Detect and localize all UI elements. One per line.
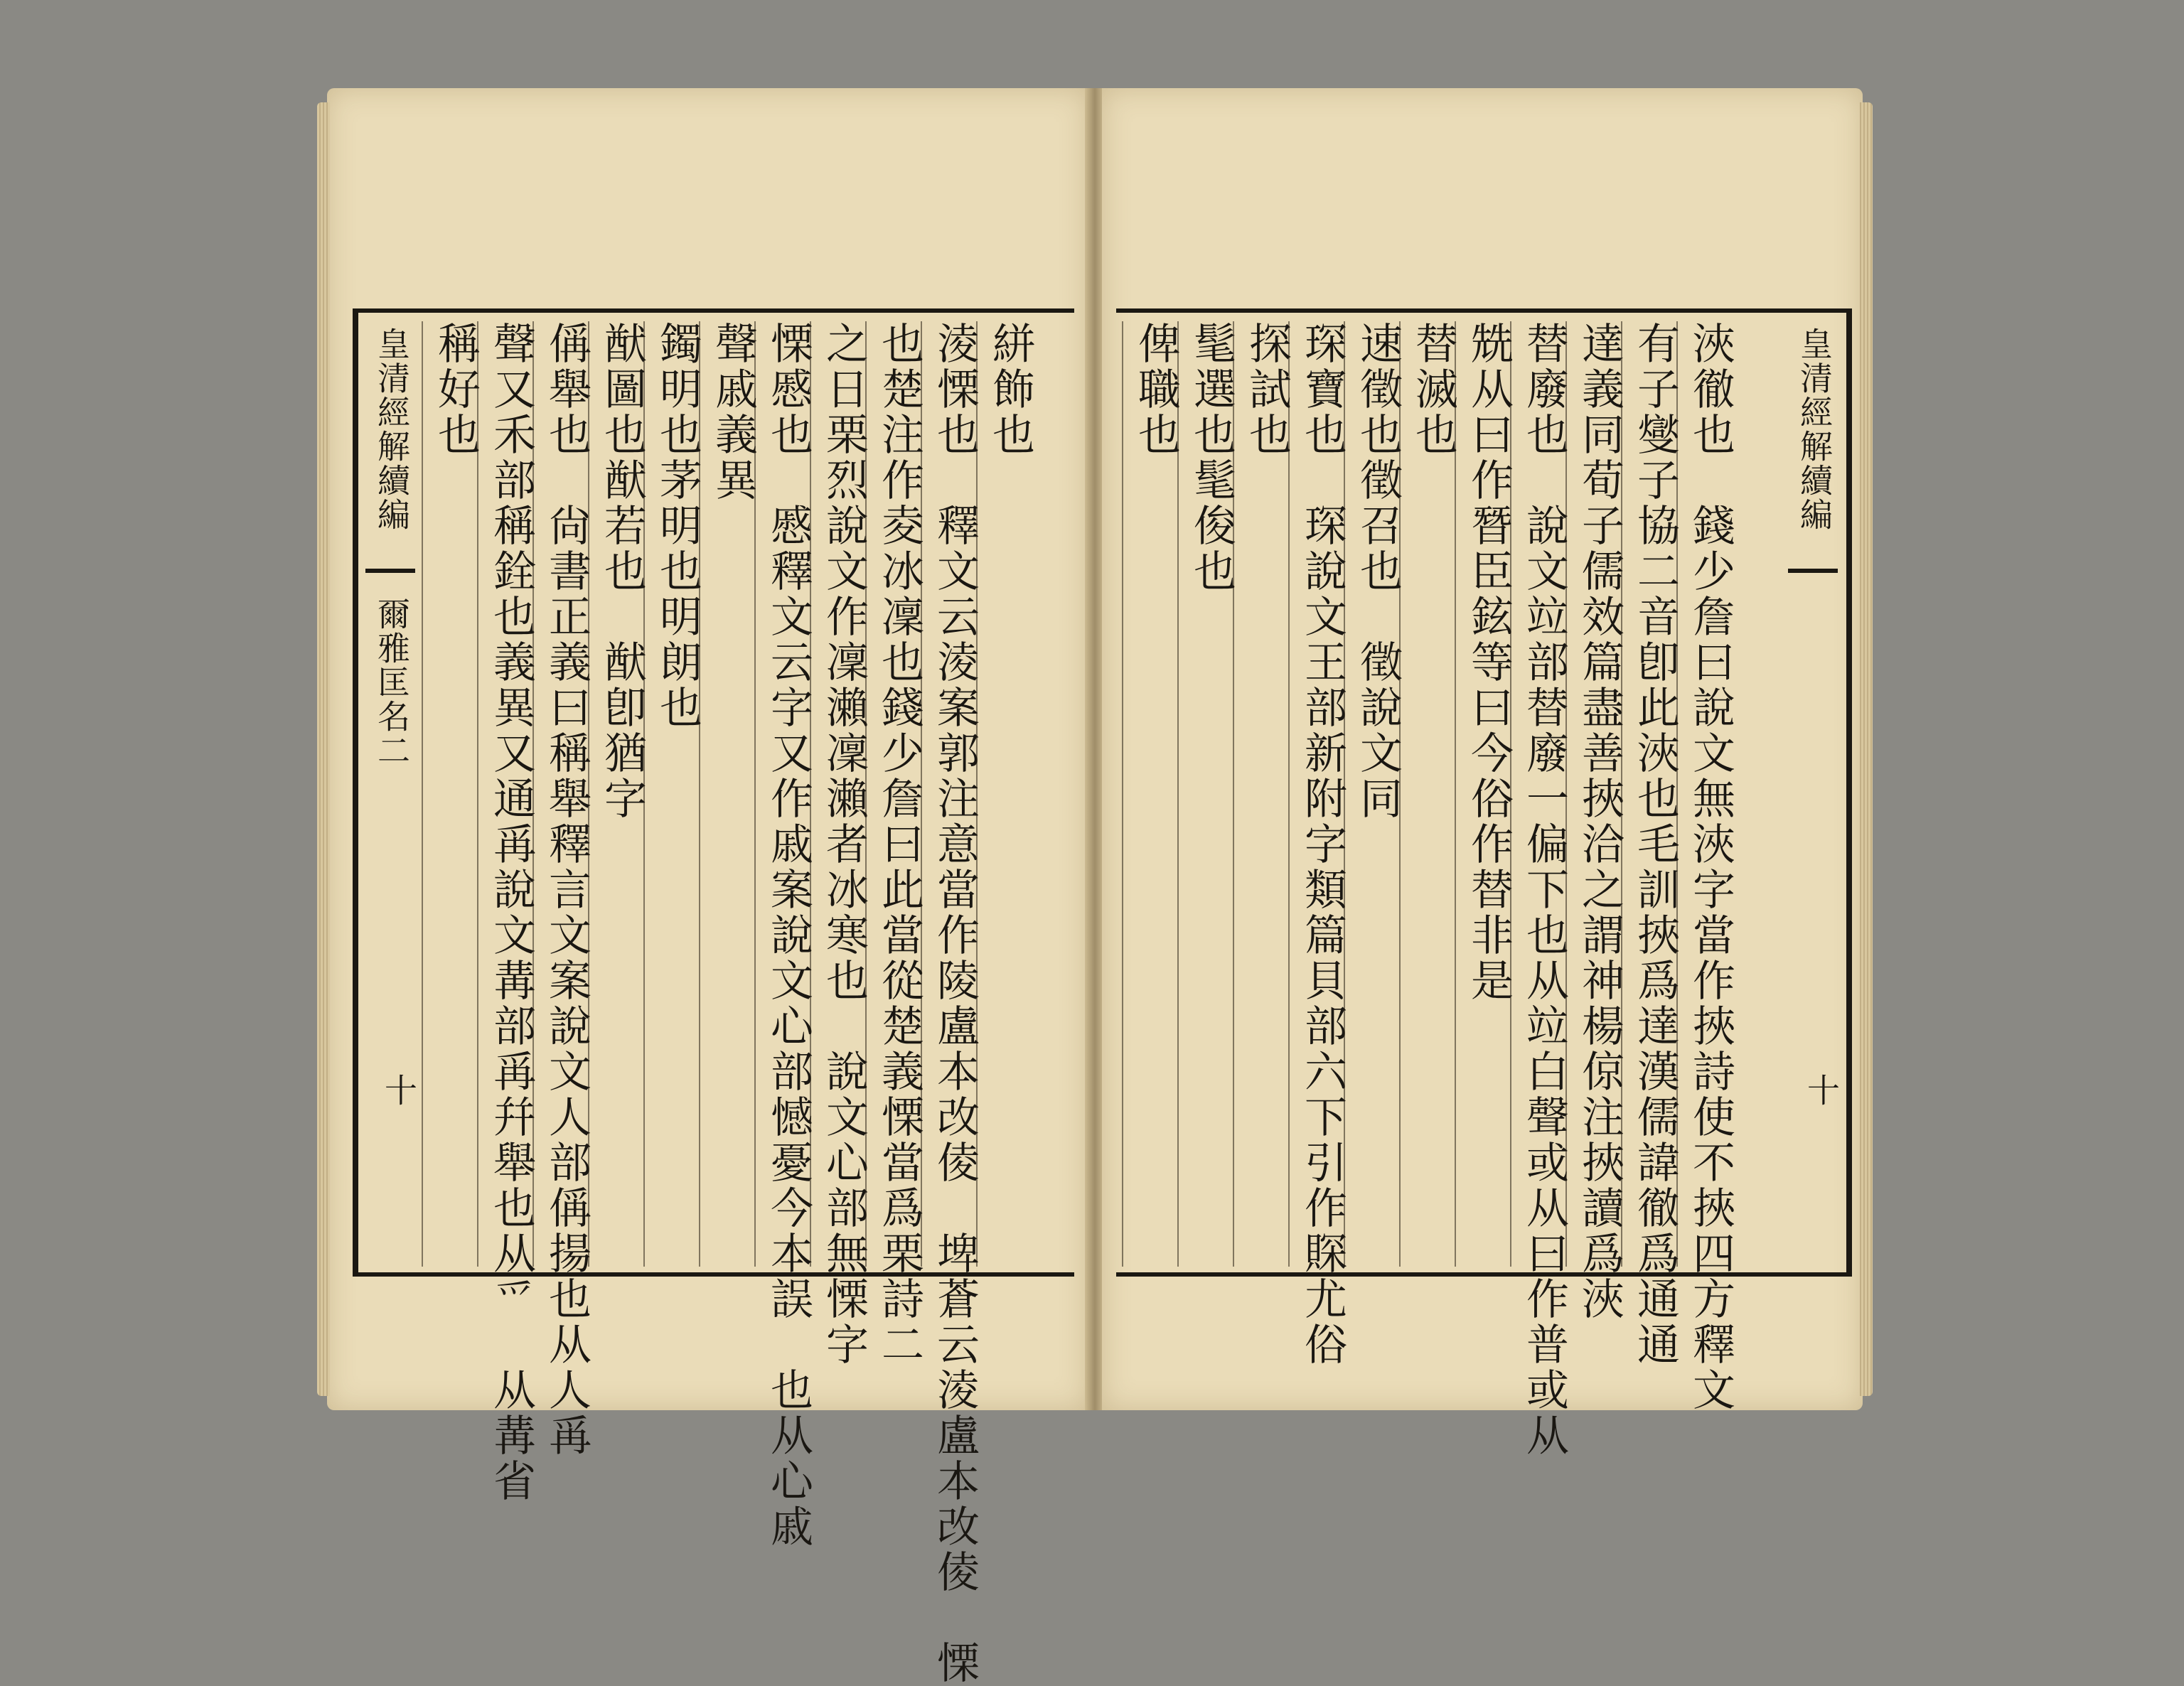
margin-section: 爾雅匡名二 [373, 597, 411, 768]
text-column: 慄慼也 慼釋文云字又作戚案說文心部憾憂今本誤 也从心戚 [754, 321, 811, 1267]
page-edges-right [1860, 102, 1873, 1396]
text-column: 絣飾也 [976, 321, 1033, 1267]
text-column: 浹徹也 錢少詹曰說文無浹字當作挾詩使不挾四方釋文 [1676, 321, 1733, 1267]
text-column: 達義同荀子儒效篇盡善挾洽之謂神楊倞注挾讀爲浹 [1565, 321, 1622, 1267]
text-column: 聲戚義異 [699, 321, 756, 1267]
text-column: 兟从曰作朁臣鉉等曰今俗作替非是 [1455, 321, 1511, 1267]
text-column: 稱好也 [422, 321, 478, 1267]
text-column: 速徵也徵召也 徵說文同 [1344, 321, 1401, 1267]
text-column: 俾職也 [1122, 321, 1179, 1267]
right-text-frame [1116, 308, 1852, 1459]
text-column: 替廢也 說文竝部替廢一偏下也从竝白聲或从曰作普或从 [1510, 321, 1567, 1267]
text-column: 有子燮子協二音卽此浹也毛訓挾爲達漢儒諱徹爲通通 [1621, 321, 1678, 1267]
left-page [327, 88, 1088, 1686]
text-column: 淩慄也 釋文云淩案郭注意當作陵盧本改倰 埤蒼云淩盧本改倰 慄 [921, 321, 978, 1267]
margin-title: 皇清經解續編 [1795, 327, 1834, 532]
text-column: 鐲明也茅明也明朗也 [643, 321, 700, 1267]
right-page [1102, 88, 1863, 1459]
margin-title: 皇清經解續編 [373, 327, 411, 532]
text-column: 髦選也髦俊也 [1177, 321, 1234, 1267]
text-column: 也楚注作夌冰凜也錢少詹曰此當從楚義慄當爲栗詩二 [865, 321, 922, 1267]
left-text-frame [353, 308, 1074, 1686]
margin-page-number: 十 [380, 1073, 418, 1106]
text-column: 偁舉也 尙書正義曰稱舉釋言文案說文人部偁揚也从人爯 [532, 321, 589, 1267]
right-center-margin [1781, 313, 1848, 1272]
fishtail-mark [1788, 569, 1838, 594]
text-column: 琛寶也 琛說文王部新附字類篇貝部六下引作賝尤俗 [1288, 321, 1345, 1267]
fishtail-mark [365, 569, 415, 594]
text-column: 替滅也 [1399, 321, 1456, 1267]
text-column: 之日栗烈說文作凜瀨凜瀨者冰寒也 說文心部無慄字 [810, 321, 867, 1267]
open-book [327, 88, 1863, 1686]
text-column: 探試也 [1233, 321, 1290, 1267]
text-column: 聲又禾部稱銓也義異又通爯說文冓部爯幷舉也从爫 从冓省 [477, 321, 534, 1267]
text-column: 猷圖也猷若也 猷卽猶字 [588, 321, 645, 1267]
left-center-margin [356, 313, 424, 1272]
page-edges-left [317, 102, 330, 1396]
margin-page-number: 十 [1802, 1073, 1841, 1106]
